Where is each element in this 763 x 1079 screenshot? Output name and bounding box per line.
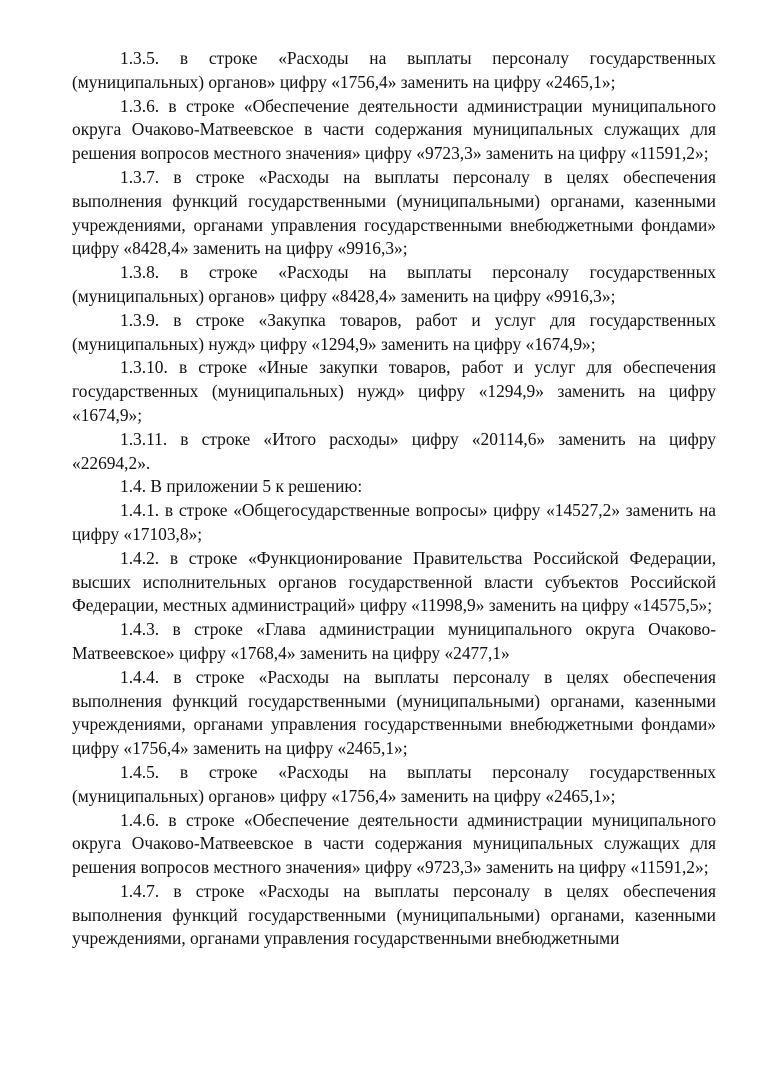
paragraph-1-4-4: 1.4.4. в строке «Расходы на выплаты персоналу в целях обеспечения выполнения функций государственными (муниципальными) органами, казенными учреждениями, органами управления государственными внебюджетными фондами» цифру «1756,4» заменить на цифру «2465,1»; xyxy=(72,666,716,759)
paragraph-1-3-6: 1.3.6. в строке «Обеспечение деятельности администрации муниципального округа Очаково-Матвеевское в части содержания муниципальных служащих для решения вопросов местного значения» цифру «9723,3» заменить на цифру «11591,2»; xyxy=(72,95,716,164)
paragraph-1-3-10: 1.3.10. в строке «Иные закупки товаров, работ и услуг для обеспечения государственных (муниципальных) нужд» цифру «1294,9» заменить на цифру «1674,9»; xyxy=(72,357,716,425)
paragraph-1-4-7: 1.4.7. в строке «Расходы на выплаты персоналу в целях обеспечения выполнения функций государственными (муниципальными) органами, казенными учреждениями, органами управления государственными внебюджетными xyxy=(72,880,716,949)
paragraph-1-3-7: 1.3.7. в строке «Расходы на выплаты персоналу в целях обеспечения выполнения функций государственными (муниципальными) органами, казенными учреждениями, органами управления государственными внебюджетными фондами» цифру «8428,4» заменить на цифру «9916,3»; xyxy=(72,166,716,259)
paragraph-1-4-6: 1.4.6. в строке «Обеспечение деятельности администрации муниципального округа Очаково-Матвеевское в части содержания муниципальных служащих для решения вопросов местного значения» цифру «9723,3» заменить на цифру «11591,2»; xyxy=(72,809,716,878)
paragraph-1-4-2: 1.4.2. в строке «Функционирование Правительства Российской Федерации, высших исполнительных органов государственной власти субъектов Российской Федерации, местных администраций» цифру «11998,9» заменить на цифру «14575,5»; xyxy=(72,547,716,616)
paragraph-1-4-5: 1.4.5. в строке «Расходы на выплаты персоналу государственных (муниципальных) органов» цифру «1756,4» заменить на цифру «2465,1»; xyxy=(72,761,716,806)
paragraph-1-3-5: 1.3.5. в строке «Расходы на выплаты персоналу государственных (муниципальных) органов» цифру «1756,4» заменить на цифру «2465,1»; xyxy=(72,48,716,92)
paragraph-1-4: 1.4. В приложении 5 к решению: xyxy=(120,476,363,497)
paragraph-1-3-8: 1.3.8. в строке «Расходы на выплаты персоналу государственных (муниципальных) органов» цифру «8428,4» заменить на цифру «9916,3»; xyxy=(72,262,716,306)
paragraph-1-4-3: 1.4.3. в строке «Глава администрации муниципального округа Очаково-Матвеевское» цифру «1768,4» заменить на цифру «2477,1» xyxy=(72,619,716,663)
paragraph-1-4-1: 1.4.1. в строке «Общегосударственные вопросы» цифру «14527,2» заменить на цифру «17103,8»; xyxy=(72,500,716,544)
paragraph-1-3-9: 1.3.9. в строке «Закупка товаров, работ и услуг для государственных (муниципальных) нужд» цифру «1294,9» заменить на цифру «1674,9»; xyxy=(72,309,716,354)
paragraph-1-3-11: 1.3.11. в строке «Итого расходы» цифру «20114,6» заменить на цифру «22694,2». xyxy=(72,428,716,473)
